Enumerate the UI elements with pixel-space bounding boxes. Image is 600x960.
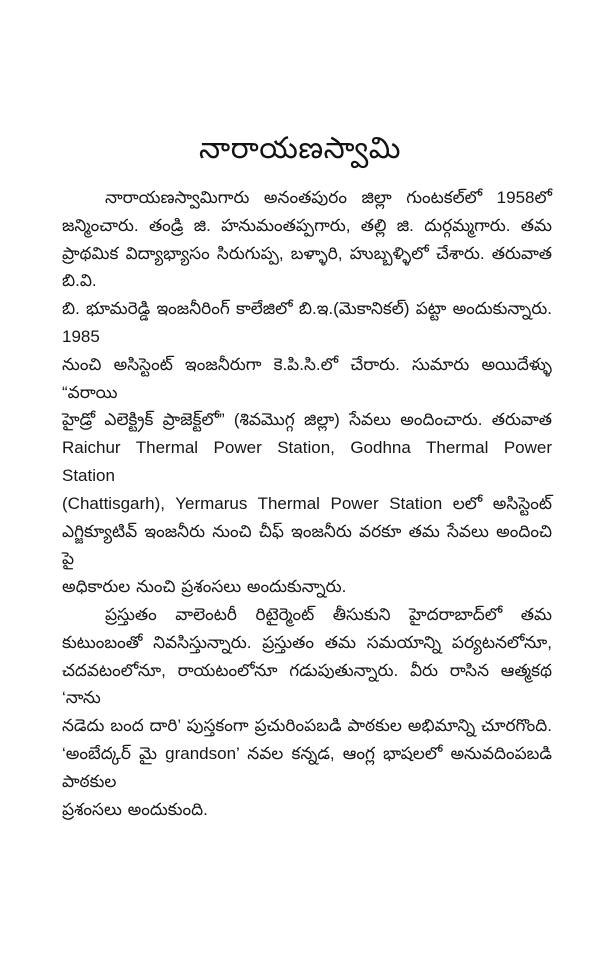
- text-line: ఎగ్జిక్యూటివ్ ఇంజనీరు నుంచి చీఫ్ ఇంజనీరు వరకూ తమ సేవలు అందించి పై: [62, 521, 552, 569]
- text-line: కుటుంబంతో నివసిస్తున్నారు. ప్రస్తుతం తమ సమయాన్ని పర్యటనలోనూ,: [62, 632, 552, 652]
- text-line-english: (Chattisgarh), Yermarus Thermal Power Station లలో అసిస్టెంట్: [62, 493, 552, 513]
- text-line: ప్రశంసలు అందుకుంది.: [62, 799, 208, 819]
- text-line: జన్మించారు. తండ్రి జి. హనుమంతప్పగారు, తల్లి జి. దుర్గమ్మగారు. తమ: [62, 215, 552, 235]
- paragraph-early-life-career: [62, 184, 552, 601]
- text-line: అధికారుల నుంచి ప్రశంసలు అందుకున్నారు.: [62, 577, 347, 597]
- text-line: ప్రస్తుతం వాలెంటరీ రిటైర్మెంట్ తీసుకుని హైదరాబాద్‌లో తమ: [105, 604, 552, 624]
- text-line: చదవటంలోనూ, రాయటంలోనూ గడుపుతున్నారు. వీరు రాసిన ఆత్మకథ ‘నాను: [62, 660, 552, 708]
- text-line: ‘అంబేద్కర్ మై grandson’ నవల కన్నడ, ఆంగ్ల భాషలలో అనువదింపబడి పాఠకుల: [62, 743, 552, 791]
- text-line-english: Raichur Thermal Power Station, Godhna Thermal Power Station: [62, 438, 552, 485]
- text-line: ప్రాథమిక విద్యాభ్యాసం సిరుగుప్ప, బళ్ళారి, హుబ్బళ్ళిలో చేశారు. తరువాత బి.వి.: [62, 243, 552, 291]
- page-title: నారాయణస్వామి: [198, 132, 402, 165]
- text-line: హైడ్రో ఎలెక్ట్రిక్ ప్రాజెక్ట్‌లో” (శివమొగ్గ జిల్లా) సేవలు అందించారు. తరువాత: [62, 410, 552, 430]
- biography-text: [0, 184, 600, 823]
- paragraph-retirement-books: [62, 601, 552, 823]
- text-line: బి. భూమరెడ్డి ఇంజనీరింగ్ కాలేజిలో బి.ఇ.(మెకానికల్) పట్టా అందుకున్నారు. 1985: [62, 299, 552, 346]
- text-line: నారాయణస్వామిగారు అనంతపురం జిల్లా గుంటకల్‌లో 1958లో: [105, 188, 552, 207]
- text-line: నడెదు బంద దారి’ పుస్తకంగా ప్రచురింపబడి పాఠకుల అభిమాన్ని చూరగొంది.: [62, 716, 552, 736]
- text-line: నుంచి అసిస్టెంట్ ఇంజనీరుగా కె.పి.సి.లో చేరారు. సుమారు అయిదేళ్ళు “వరాయి: [62, 354, 552, 402]
